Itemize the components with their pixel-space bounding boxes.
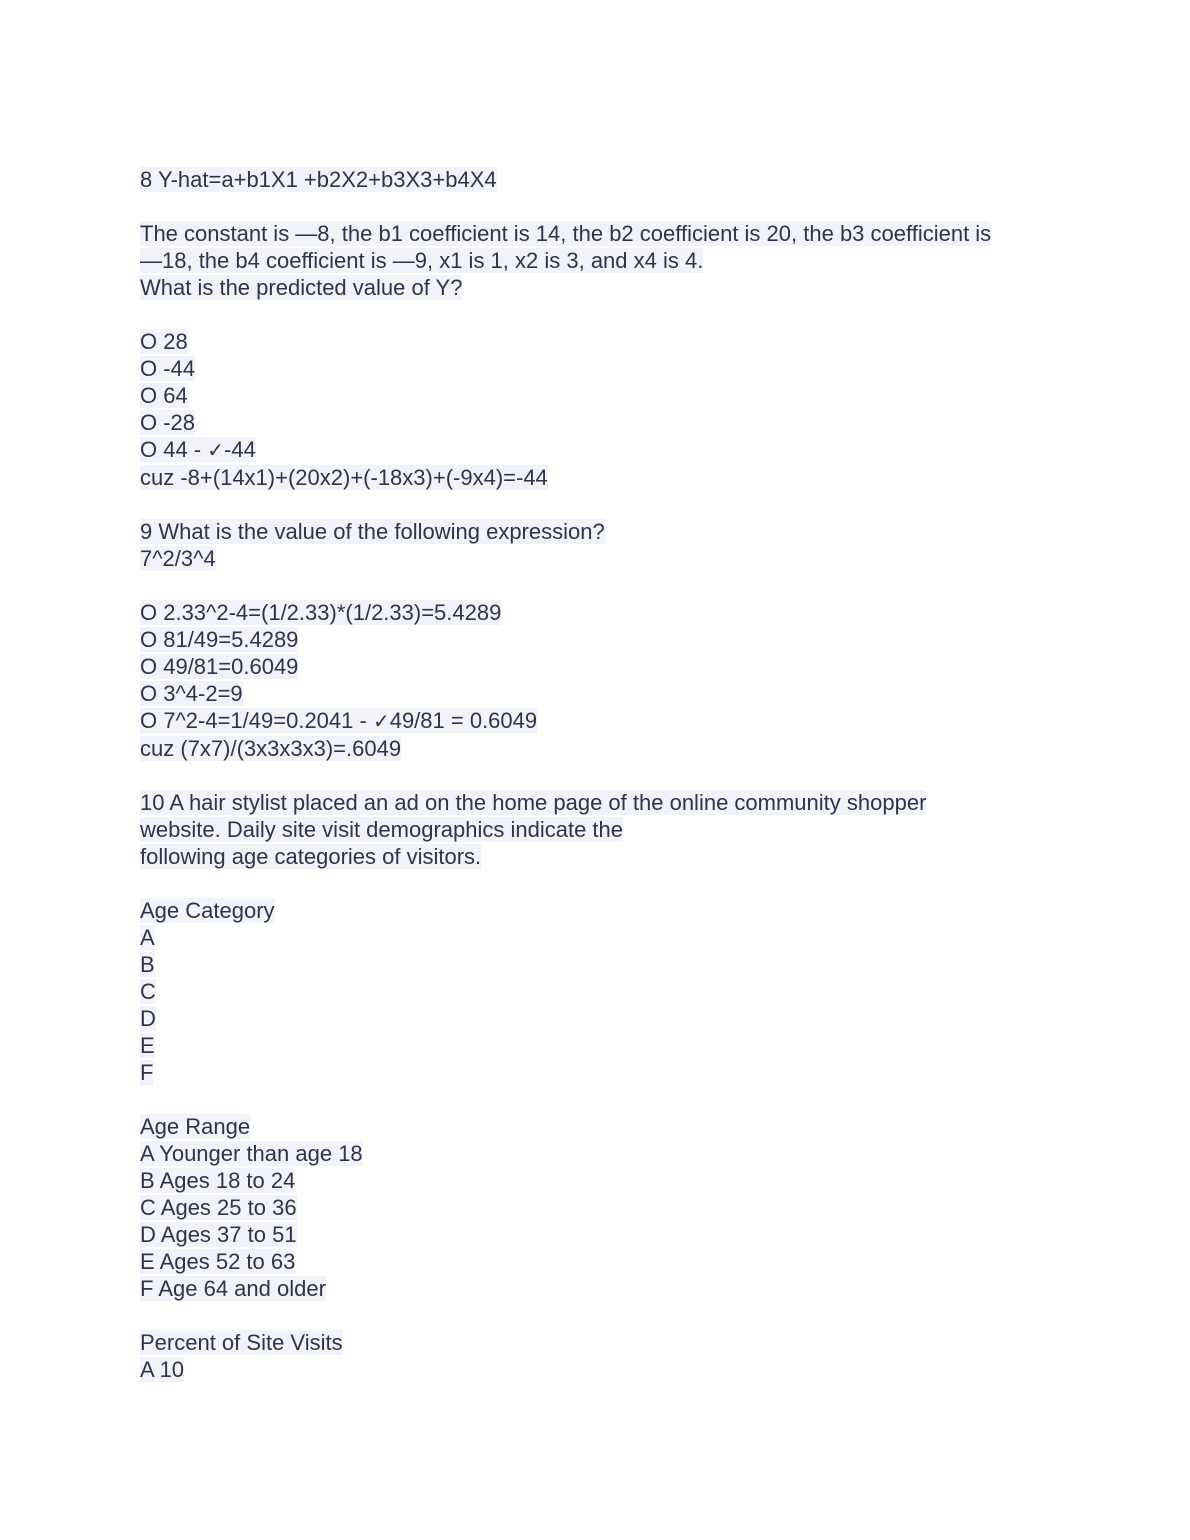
q9-heading: 9 What is the value of the following expression? <box>140 519 605 544</box>
age-range-item: A Younger than age 18 <box>140 1141 363 1166</box>
age-category-item: A <box>140 925 155 950</box>
q8-option: O -44 <box>140 356 196 381</box>
q8-explanation: cuz -8+(14x1)+(20x2)+(-18x3)+(-9x4)=-44 <box>140 465 548 490</box>
q8-option: O -28 <box>140 410 196 435</box>
q8-heading: 8 Y-hat=a+b1X1 +b2X2+b3X3+b4X4 <box>140 167 497 192</box>
age-range-item: C Ages 25 to 36 <box>140 1195 297 1220</box>
checkmark-icon: ✓ <box>207 438 225 462</box>
q8-stem-line: The constant is —8, the b1 coefficient is 14, the b2 coefficient is 20, the b3 coefficient is <box>140 221 992 246</box>
checkmark-icon: ✓ <box>372 709 390 733</box>
q10-stem-line: website. Daily site visit demographics indicate the <box>140 817 624 842</box>
age-range-item: E Ages 52 to 63 <box>140 1249 296 1274</box>
age-category-item: E <box>140 1033 155 1058</box>
age-category-header: Age Category <box>140 898 275 923</box>
q9-expression: 7^2/3^4 <box>140 546 216 571</box>
percent-header: Percent of Site Visits <box>140 1330 343 1355</box>
age-category-item: C <box>140 979 156 1004</box>
q9-option: O 49/81=0.6049 <box>140 654 299 679</box>
q10-stem-line: following age categories of visitors. <box>140 844 482 869</box>
age-range-header: Age Range <box>140 1114 251 1139</box>
q9-explanation: cuz (7x7)/(3x3x3x3)=.6049 <box>140 736 402 761</box>
age-range-item: F Age 64 and older <box>140 1276 326 1301</box>
age-category-item: B <box>140 952 155 977</box>
q9-option: O 2.33^2-4=(1/2.33)*(1/2.33)=5.4289 <box>140 600 502 625</box>
q8-option-answer: O 44 - ✓-44 <box>140 437 256 462</box>
document-page <box>140 166 1060 1383</box>
q10-stem-line: 10 A hair stylist placed an ad on the home page of the online community shopper <box>140 790 927 815</box>
age-category-item: D <box>140 1006 156 1031</box>
q9-option: O 3^4-2=9 <box>140 681 243 706</box>
percent-item: A 10 <box>140 1357 185 1382</box>
age-range-item: D Ages 37 to 51 <box>140 1222 297 1247</box>
q8-stem-line: What is the predicted value of Y? <box>140 275 463 300</box>
q8-option: O 28 <box>140 329 188 354</box>
q9-option: O 81/49=5.4289 <box>140 627 299 652</box>
age-category-item: F <box>140 1060 154 1085</box>
q9-option-answer: O 7^2-4=1/49=0.2041 - ✓49/81 = 0.6049 <box>140 708 538 733</box>
q8-option: O 64 <box>140 383 188 408</box>
q8-stem-line: —18, the b4 coefficient is —9, x1 is 1, x2 is 3, and x4 is 4. <box>140 248 704 273</box>
age-range-item: B Ages 18 to 24 <box>140 1168 296 1193</box>
